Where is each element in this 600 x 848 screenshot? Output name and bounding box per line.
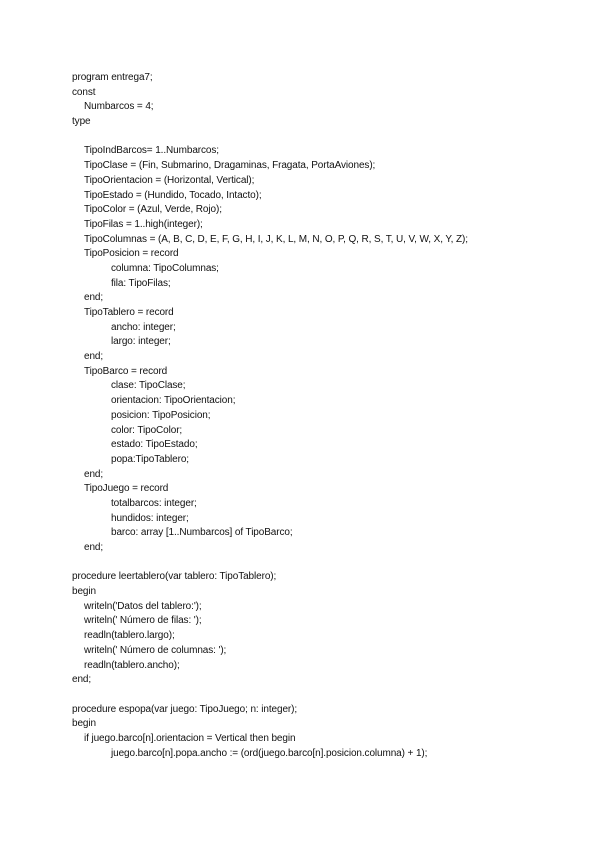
code-line: TipoTablero = record: [84, 307, 174, 318]
code-line: end;: [84, 542, 104, 553]
code-line: readln(tablero.ancho);: [84, 659, 180, 671]
code-line: TipoClase = (Fin, Submarino, Dragaminas, Fragata, PortaAviones);: [84, 160, 376, 172]
code-line: readln(tablero.largo);: [84, 630, 175, 642]
code-line: end;: [84, 468, 104, 480]
code-line: Numbarcos = 4;: [84, 101, 154, 113]
source-code-listing: [72, 71, 592, 761]
code-line: columna: TipoColumnas;: [111, 262, 219, 274]
code-line: popa:TipoTablero;: [111, 453, 189, 465]
code-line: hundidos: integer;: [111, 512, 189, 524]
code-line: orientacion: TipoOrientacion;: [111, 395, 236, 407]
code-line: TipoOrientacion = (Horizontal, Vertical);: [84, 174, 255, 186]
code-line: [72, 130, 592, 145]
code-line: TipoPosicion = record: [84, 248, 179, 260]
code-line: largo: integer;: [111, 336, 171, 348]
code-line: TipoFilas = 1..high(integer);: [84, 218, 203, 230]
code-line: TipoEstado = (Hundido, Tocado, Intacto);: [84, 189, 262, 201]
code-line: procedure espopa(var juego: TipoJuego; n: integer);: [72, 703, 298, 715]
code-line: TipoJuego = record: [84, 483, 169, 495]
code-line: writeln('Datos del tablero:');: [84, 600, 202, 612]
code-line: begin: [72, 718, 96, 730]
code-line: program entrega7;: [72, 72, 153, 83]
code-line: begin: [72, 586, 96, 598]
code-line: fila: TipoFilas;: [111, 277, 171, 289]
code-line: [72, 688, 592, 703]
code-line: TipoBarco = record: [84, 365, 168, 377]
code-line: estado: TipoEstado;: [111, 439, 198, 451]
code-line: clase: TipoClase;: [111, 380, 186, 392]
code-line: posicion: TipoPosicion;: [111, 409, 211, 421]
code-line: TipoColumnas = (A, B, C, D, E, F, G, H, I, J, K, L, M, N, O, P, Q, R, S, T, U, V, W, X, Y, Z);: [84, 233, 468, 245]
code-line: end;: [84, 351, 104, 363]
code-line: end;: [84, 292, 104, 304]
code-line: TipoColor = (Azul, Verde, Rojo);: [84, 204, 222, 216]
code-line: ancho: integer;: [111, 321, 176, 333]
code-line: end;: [72, 674, 92, 686]
code-line: juego.barco[n].popa.ancho := (ord(juego.barco[n].posicion.columna) + 1);: [111, 747, 428, 759]
code-line: procedure leertablero(var tablero: TipoTablero);: [72, 571, 277, 583]
code-line: if juego.barco[n].orientacion = Vertical then begin: [84, 732, 296, 744]
code-line: writeln(' Número de filas: ');: [84, 615, 202, 627]
code-line: barco: array [1..Numbarcos] of TipoBarco;: [111, 527, 293, 539]
code-line: writeln(' Número de columnas: ');: [84, 644, 227, 656]
code-line: type: [72, 116, 91, 128]
code-line: totalbarcos: integer;: [111, 497, 197, 509]
code-line: const: [72, 86, 96, 98]
code-line: color: TipoColor;: [111, 424, 183, 436]
code-line: TipoIndBarcos= 1..Numbarcos;: [84, 145, 219, 157]
code-line: [72, 556, 592, 571]
